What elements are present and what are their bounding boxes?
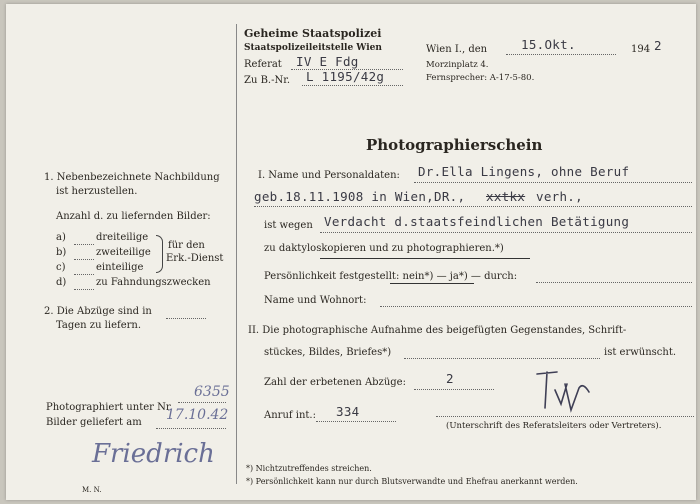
item-dotline-a bbox=[74, 244, 94, 245]
referatsleiter-signature bbox=[531, 368, 601, 418]
wegen-label: ist wegen bbox=[264, 220, 313, 231]
photographiert-label: Photographiert unter Nr. bbox=[46, 402, 173, 413]
section-ii-line1: II. Die photographische Aufnahme des beigefügten Gegenstandes, Schrift- bbox=[248, 325, 627, 336]
footnote-2: *) Persönlichkeit kann nur durch Blutsverwandte und Ehefrau anerkannt werden. bbox=[246, 477, 578, 486]
item-dotline-d bbox=[74, 289, 94, 290]
dakty-underline bbox=[320, 258, 530, 259]
item-text-b: zweiteilige bbox=[96, 247, 151, 258]
item-text-c: einteilige bbox=[96, 262, 144, 273]
bnr-dotline bbox=[302, 85, 403, 86]
brace-line2: Erk.-Dienst bbox=[166, 253, 224, 264]
name-wohnort-label: Name und Wohnort: bbox=[264, 295, 367, 306]
signature-friedrich: Friedrich bbox=[92, 439, 215, 469]
office-address: Morzinplatz 4. bbox=[426, 60, 489, 70]
item-letter-a: a) bbox=[56, 232, 66, 243]
photographiert-dotline bbox=[178, 402, 226, 403]
footnote-1: *) Nichtzutreffendes streichen. bbox=[246, 464, 372, 473]
form-sheet bbox=[6, 4, 696, 500]
wegen-value: Verdacht d.staatsfeindlichen Betätigung bbox=[324, 214, 630, 229]
section-ii-dotline bbox=[404, 358, 600, 359]
geb-dotline bbox=[254, 206, 692, 207]
section-ii-line2a: stückes, Bildes, Briefes*) bbox=[264, 347, 392, 358]
persoenlichkeit-dotline bbox=[536, 282, 692, 283]
geliefert-dotline bbox=[156, 428, 226, 429]
date-dotline bbox=[506, 54, 616, 55]
name-wohnort-dotline bbox=[380, 306, 692, 307]
left-p2-line1: 2. Die Abzüge sind in bbox=[44, 306, 152, 317]
geliefert-date: 17.10.42 bbox=[166, 407, 229, 423]
initials: M. N. bbox=[82, 486, 102, 494]
place-date-prefix: Wien I., den bbox=[426, 44, 488, 55]
unterschrift-caption: (Unterschrift des Referatsleiters oder Vertreters). bbox=[446, 421, 662, 431]
zahl-label: Zahl der erbetenen Abzüge: bbox=[264, 377, 406, 388]
column-divider bbox=[236, 24, 237, 484]
bnr-label: Zu B.-Nr. bbox=[244, 75, 291, 86]
left-p1-line2: ist herzustellen. bbox=[56, 186, 138, 197]
item-letter-d: d) bbox=[56, 277, 67, 288]
office-phone: Fernsprecher: A-17-5-80. bbox=[426, 73, 535, 83]
zahl-dotline bbox=[414, 389, 494, 390]
office-name: Staatspolizeileitstelle Wien bbox=[244, 43, 382, 53]
date-day-month: 15.Okt. bbox=[521, 37, 576, 52]
geb-struck: xxtkx bbox=[486, 189, 526, 204]
year-suffix: 2 bbox=[654, 38, 662, 53]
referat-label: Referat bbox=[244, 59, 282, 70]
persoenlichkeit-text: Persönlichkeit festgestellt: nein*) — ja*) — durch: bbox=[264, 271, 518, 282]
personal-label: I. Name und Personaldaten: bbox=[258, 170, 400, 181]
anruf-label: Anruf int.: bbox=[264, 410, 316, 421]
wegen-dotline bbox=[320, 232, 692, 233]
left-anzahl: Anzahl d. zu liefernden Bilder: bbox=[56, 211, 211, 222]
section-ii-line2b: ist erwünscht. bbox=[604, 347, 677, 358]
persoenlichkeit-strike bbox=[390, 283, 474, 284]
dakty-text: zu daktyloskopieren und zu photographieren.*) bbox=[264, 243, 504, 254]
item-text-a: dreiteilige bbox=[96, 232, 149, 243]
org-name: Geheime Staatspolizei bbox=[244, 27, 382, 40]
referat-value: IV E Fdg bbox=[296, 54, 359, 69]
item-letter-b: b) bbox=[56, 247, 67, 258]
left-p2-line2: Tagen zu liefern. bbox=[56, 320, 142, 331]
bnr-value: L 1195/42g bbox=[306, 69, 385, 84]
anruf-value: 334 bbox=[336, 404, 360, 419]
item-dotline-c bbox=[74, 274, 94, 275]
anruf-dotline bbox=[316, 421, 396, 422]
personal-value: Dr.Ella Lingens, ohne Beruf bbox=[418, 164, 630, 179]
geb-tail: verh., bbox=[536, 189, 583, 204]
unterschrift-dotline bbox=[436, 416, 694, 417]
personal-dotline bbox=[414, 182, 692, 183]
item-text-d: zu Fahndungszwecken bbox=[96, 277, 211, 288]
p2-dotline bbox=[166, 318, 206, 319]
photographiert-nr: 6355 bbox=[194, 384, 230, 400]
year-prefix: 194 bbox=[631, 44, 651, 55]
brace-line1: für den bbox=[168, 240, 205, 251]
item-dotline-b bbox=[74, 259, 94, 260]
left-p1-line1: 1. Nebenbezeichnete Nachbildung bbox=[44, 172, 220, 183]
geliefert-label: Bilder geliefert am bbox=[46, 417, 142, 428]
item-letter-c: c) bbox=[56, 262, 66, 273]
brace bbox=[156, 235, 163, 273]
zahl-value: 2 bbox=[446, 371, 454, 386]
form-title: Photographierschein bbox=[366, 136, 543, 154]
geb-value: geb.18.11.1908 in Wien,DR., bbox=[254, 189, 466, 204]
